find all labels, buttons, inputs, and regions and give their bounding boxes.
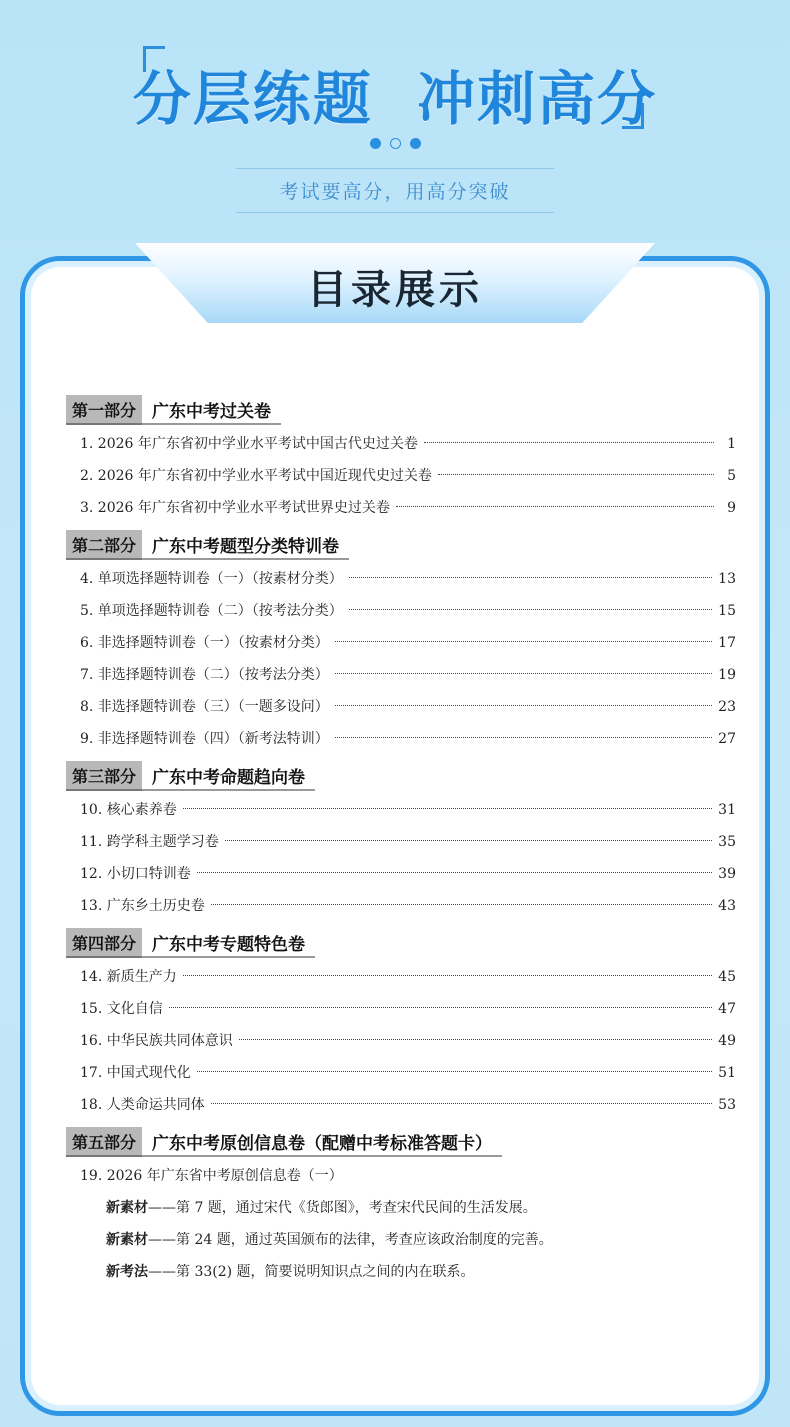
toc-item-title: 4. 单项选择题特训卷（一）（按素材分类） (80, 571, 343, 587)
toc-section (66, 1127, 736, 1288)
toc-item-page: 13 (718, 571, 736, 587)
toc-item (66, 691, 736, 723)
toc-item (66, 961, 736, 993)
section-name: 广东中考题型分类特训卷 (142, 530, 349, 560)
toc-item-title: 9. 非选择题特训卷（四）（新考法特训） (80, 731, 329, 747)
toc-item-title: 12. 小切口特训卷 (80, 866, 191, 882)
section-number: 第四部分 (66, 928, 142, 958)
leader-dots (225, 840, 712, 841)
toc-item-title: 7. 非选择题特训卷（二）（按考法分类） (80, 667, 329, 683)
leader-dots (197, 1071, 712, 1072)
toc-item-title: 19. 2026 年广东省中考原创信息卷（一） (80, 1168, 343, 1184)
leader-dots (349, 609, 712, 610)
toc-item-page: 15 (718, 603, 736, 619)
leader-dots (183, 808, 712, 809)
table-of-contents (66, 395, 736, 1294)
toc-item-page: 9 (727, 500, 736, 516)
toc-section (66, 395, 736, 524)
toc-item-title: 13. 广东乡土历史卷 (80, 898, 205, 914)
section-number: 第五部分 (66, 1127, 142, 1157)
toc-item-page: 45 (718, 969, 736, 985)
toc-section (66, 761, 736, 922)
toc-item (66, 659, 736, 691)
toc-item (66, 890, 736, 922)
toc-item (66, 723, 736, 755)
page-title: 分层练题 冲刺高分 (132, 65, 658, 133)
toc-item-page: 49 (718, 1033, 736, 1049)
toc-item-page: 53 (718, 1097, 736, 1113)
toc-item-title: 18. 人类命运共同体 (80, 1097, 205, 1113)
panel-title: 目录展示 (307, 267, 483, 313)
toc-item-page: 27 (718, 731, 736, 747)
toc-item-title: 15. 文化自信 (80, 1001, 163, 1017)
leader-dots (239, 1039, 712, 1040)
toc-item (66, 595, 736, 627)
toc-item-page: 39 (718, 866, 736, 882)
leader-dots (211, 1103, 712, 1104)
section-name: 广东中考专题特色卷 (142, 928, 315, 958)
toc-item-title: 5. 单项选择题特训卷（二）（按考法分类） (80, 603, 343, 619)
toc-item-title: 16. 中华民族共同体意识 (80, 1033, 233, 1049)
toc-item (66, 858, 736, 890)
leader-dots (183, 975, 712, 976)
toc-item (66, 826, 736, 858)
toc-item-page: 35 (718, 834, 736, 850)
section-number: 第三部分 (66, 761, 142, 791)
note-text: ——第 24 题，通过英国颁布的法律，考查应该政治制度的完善。 (148, 1232, 553, 1248)
toc-item-page: 47 (718, 1001, 736, 1017)
toc-item-title: 6. 非选择题特训卷（一）（按素材分类） (80, 635, 329, 651)
toc-item-title: 14. 新质生产力 (80, 969, 177, 985)
leader-dots (335, 737, 712, 738)
leader-dots (349, 577, 712, 578)
toc-item-page: 1 (727, 436, 736, 452)
dot-hollow-icon (390, 138, 401, 149)
leader-dots (169, 1007, 712, 1008)
note-row (66, 1256, 736, 1288)
toc-item (66, 627, 736, 659)
section-number: 第二部分 (66, 530, 142, 560)
toc-item-title: 2. 2026 年广东省初中学业水平考试中国近现代史过关卷 (80, 468, 432, 484)
toc-item (66, 1089, 736, 1121)
leader-dots (211, 904, 712, 905)
toc-item (66, 428, 736, 460)
toc-item (66, 993, 736, 1025)
toc-item (66, 492, 736, 524)
section-name: 广东中考命题趋向卷 (142, 761, 315, 791)
note-label: 新素材 (106, 1232, 148, 1248)
toc-item (66, 563, 736, 595)
leader-dots (396, 506, 714, 507)
toc-item-page: 17 (718, 635, 736, 651)
note-label: 新素材 (106, 1200, 148, 1216)
toc-item-page: 5 (727, 468, 736, 484)
toc-item-title: 17. 中国式现代化 (80, 1065, 191, 1081)
toc-item (66, 1025, 736, 1057)
note-row (66, 1192, 736, 1224)
leader-dots (335, 641, 712, 642)
note-row (66, 1224, 736, 1256)
toc-item-page: 19 (718, 667, 736, 683)
toc-item (66, 794, 736, 826)
toc-item-page: 23 (718, 699, 736, 715)
note-label: 新考法 (106, 1264, 148, 1280)
leader-dots (424, 442, 714, 443)
section-header (66, 395, 736, 425)
toc-item-page: 43 (718, 898, 736, 914)
decorative-dots (0, 138, 790, 149)
toc-section (66, 530, 736, 755)
toc-item-title: 8. 非选择题特训卷（三）（一题多设问） (80, 699, 329, 715)
section-name: 广东中考原创信息卷（配赠中考标准答题卡） (142, 1127, 502, 1157)
note-text: ——第 7 题，通过宋代《货郎图》，考查宋代民间的生活发展。 (148, 1200, 537, 1216)
leader-dots (438, 474, 714, 475)
leader-dots (335, 673, 712, 674)
section-header (66, 761, 736, 791)
toc-section (66, 928, 736, 1121)
toc-item (66, 460, 736, 492)
subtitle: 考试要高分，用高分突破 (279, 181, 511, 203)
bracket-bottom-right (622, 103, 644, 129)
toc-item-page: 31 (718, 802, 736, 818)
toc-item-title: 10. 核心素养卷 (80, 802, 177, 818)
section-header (66, 530, 736, 560)
leader-dots (197, 872, 712, 873)
leader-dots (335, 705, 712, 706)
toc-item-title: 11. 跨学科主题学习卷 (80, 834, 219, 850)
toc-item-title: 3. 2026 年广东省初中学业水平考试世界史过关卷 (80, 500, 390, 516)
toc-item (66, 1057, 736, 1089)
section-header (66, 1127, 736, 1157)
section-number: 第一部分 (66, 395, 142, 425)
toc-item-page: 51 (718, 1065, 736, 1081)
toc-item-title: 1. 2026 年广东省初中学业水平考试中国古代史过关卷 (80, 436, 418, 452)
divider-top (236, 168, 554, 169)
note-text: ——第 33(2) 题，简要说明知识点之间的内在联系。 (148, 1264, 475, 1280)
divider-bottom (236, 212, 554, 213)
dot-icon (410, 138, 421, 149)
section-header (66, 928, 736, 958)
section-name: 广东中考过关卷 (142, 395, 281, 425)
dot-icon (370, 138, 381, 149)
